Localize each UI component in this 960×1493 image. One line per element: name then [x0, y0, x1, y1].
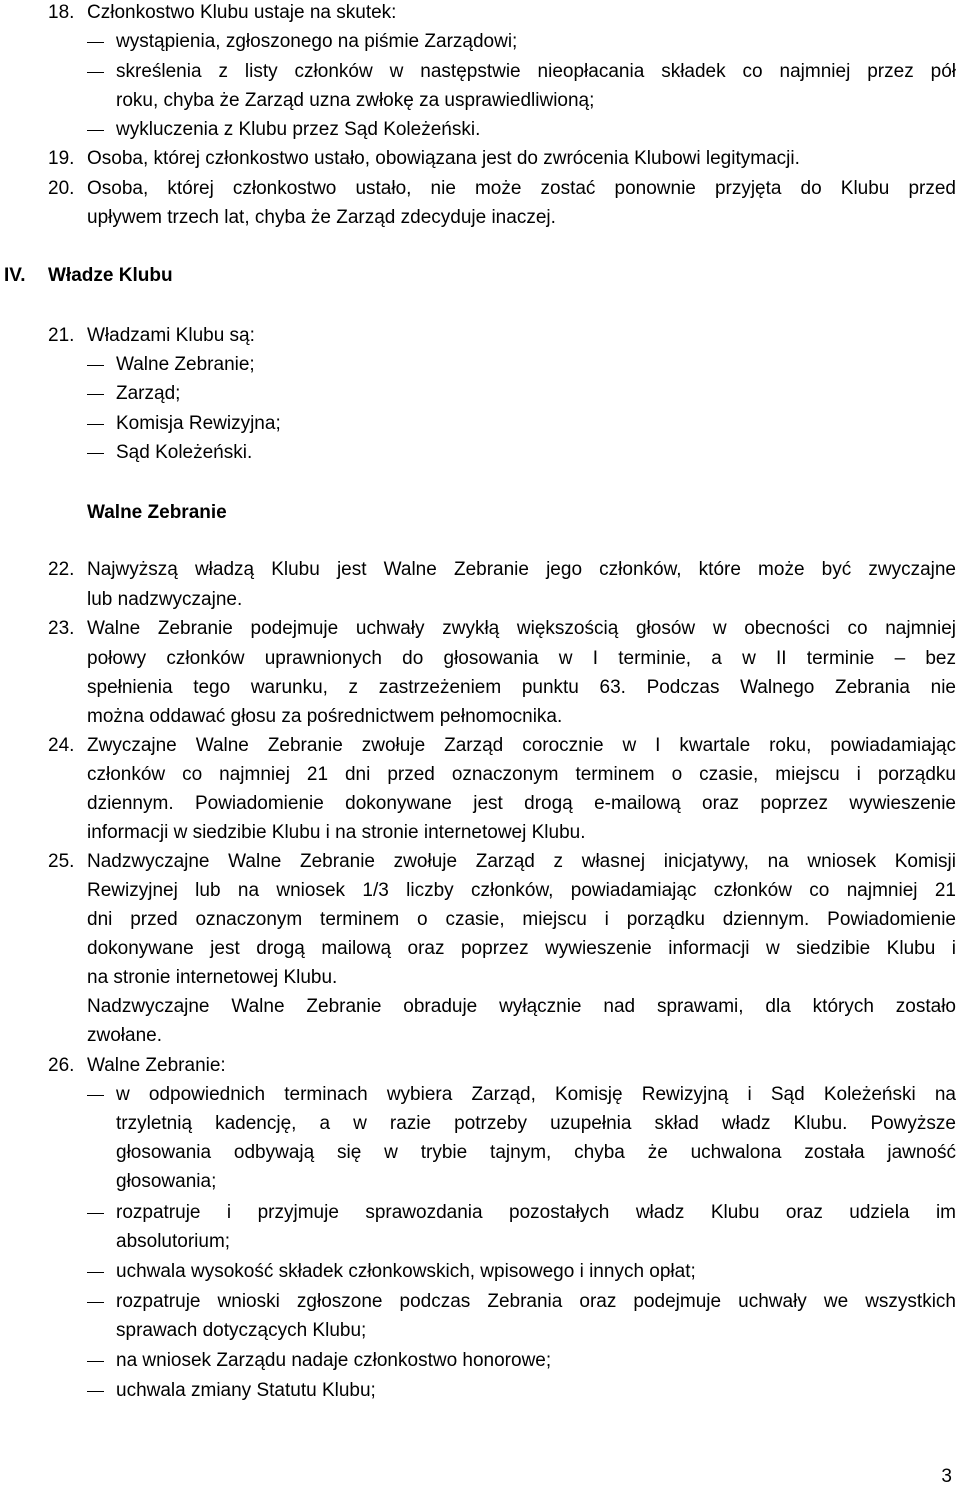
item-text: Walne Zebranie:: [87, 1055, 226, 1076]
item-number: 24.: [48, 735, 75, 756]
bullet-text: Zarząd;: [116, 383, 181, 404]
bullet-text: roku, chyba że Zarząd uzna zwłokę za usprawiedliwioną;: [116, 90, 595, 111]
item-text: Nadzwyczajne Walne Zebranie zwołuje Zarząd z własnej inicjatywy, na wniosek Komisji: [87, 851, 956, 872]
item-text: Osoba, której członkostwo ustało, nie może zostać ponownie przyjęta do Klubu przed: [87, 178, 956, 199]
bullet-text: Walne Zebranie;: [116, 354, 255, 375]
dash-bullet: [87, 1095, 104, 1096]
item-number: 21.: [48, 325, 75, 346]
dash-bullet: [87, 1272, 104, 1273]
bullet-text: Sąd Koleżeński.: [116, 442, 253, 463]
item-number: 26.: [48, 1055, 75, 1076]
item-number: 18.: [48, 2, 75, 23]
bullet-text: trzyletnią kadencję, a w razie potrzeby uzupełnia skład władz Klubu. Powyższe: [116, 1113, 956, 1134]
item-text: zwołane.: [87, 1025, 162, 1046]
dash-bullet: [87, 72, 104, 73]
bullet-text: wykluczenia z Klubu przez Sąd Koleżeński.: [116, 119, 481, 140]
section-number: IV.: [4, 265, 26, 286]
dash-bullet: [87, 453, 104, 454]
item-text: lub nadzwyczajne.: [87, 589, 243, 610]
item-text: dni przed oznaczonym terminem o czasie, miejscu i porządku dziennym. Powiadomienie: [87, 909, 956, 930]
bullet-text: skreślenia z listy członków w następstwie nieopłacania składek co najmniej przez pół: [116, 61, 956, 82]
item-text: połowy członków uprawnionych do głosowania w I terminie, a w II terminie – bez: [87, 648, 956, 669]
dash-bullet: [87, 365, 104, 366]
dash-bullet: [87, 1213, 104, 1214]
bullet-text: uchwala wysokość składek członkowskich, wpisowego i innych opłat;: [116, 1261, 696, 1282]
dash-bullet: [87, 1302, 104, 1303]
dash-bullet: [87, 394, 104, 395]
item-text: Zwyczajne Walne Zebranie zwołuje Zarząd corocznie w I kwartale roku, powiadamiając: [87, 735, 956, 756]
item-number: 20.: [48, 178, 75, 199]
bullet-text: Komisja Rewizyjna;: [116, 413, 281, 434]
item-text: spełnienia tego warunku, z zastrzeżeniem punktu 63. Podczas Walnego Zebrania nie: [87, 677, 956, 698]
dash-bullet: [87, 130, 104, 131]
bullet-text: rozpatruje wnioski zgłoszone podczas Zebrania oraz podejmuje uchwały we wszystkich: [116, 1291, 956, 1312]
bullet-text: wystąpienia, zgłoszonego na piśmie Zarządowi;: [116, 31, 518, 52]
dash-bullet: [87, 424, 104, 425]
item-text: na stronie internetowej Klubu.: [87, 967, 338, 988]
bullet-text: głosowania odbywają się w trybie tajnym, chyba że uchwalona została jawność: [116, 1142, 956, 1163]
item-text: członków co najmniej 21 dni przed oznaczonym terminem o czasie, miejscu i porządku: [87, 764, 956, 785]
bullet-text: rozpatruje i przyjmuje sprawozdania pozostałych władz Klubu oraz udziela im: [116, 1202, 956, 1223]
item-text: Najwyższą władzą Klubu jest Walne Zebranie jego członków, które może być zwyczajne: [87, 559, 956, 580]
dash-bullet: [87, 42, 104, 43]
page-number: 3: [941, 1466, 952, 1487]
dash-bullet: [87, 1391, 104, 1392]
item-text: Władzami Klubu są:: [87, 325, 255, 346]
item-text: Walne Zebranie podejmuje uchwały zwykłą większością głosów w obecności co najmniej: [87, 618, 956, 639]
item-text: Nadzwyczajne Walne Zebranie obraduje wyłącznie nad sprawami, dla których zostało: [87, 996, 956, 1017]
item-number: 25.: [48, 851, 75, 872]
bullet-text: głosowania;: [116, 1171, 217, 1192]
bullet-text: w odpowiednich terminach wybiera Zarząd, Komisję Rewizyjną i Sąd Koleżeński na: [116, 1084, 956, 1105]
item-text: dokonywane jest drogą mailową oraz poprzez wywieszenie informacji w siedzibie Klubu i: [87, 938, 956, 959]
item-number: 23.: [48, 618, 75, 639]
bullet-text: absolutorium;: [116, 1231, 231, 1252]
item-text: informacji w siedzibie Klubu i na stronie internetowej Klubu.: [87, 822, 586, 843]
subsection-title: Walne Zebranie: [87, 502, 227, 523]
dash-bullet: [87, 1361, 104, 1362]
bullet-text: sprawach dotyczących Klubu;: [116, 1320, 367, 1341]
item-text: Osoba, której członkostwo ustało, obowiązana jest do zwrócenia Klubowi legitymacji.: [87, 148, 800, 169]
item-text: można oddawać głosu za pośrednictwem pełnomocnika.: [87, 706, 563, 727]
item-number: 22.: [48, 559, 75, 580]
item-text: Rewizyjnej lub na wniosek 1/3 liczby członków, powiadamiając członków co najmniej 21: [87, 880, 956, 901]
bullet-text: uchwala zmiany Statutu Klubu;: [116, 1380, 376, 1401]
item-text: dziennym. Powiadomienie dokonywane jest drogą e-mailową oraz poprzez wywieszenie: [87, 793, 956, 814]
item-text: upływem trzech lat, chyba że Zarząd zdecyduje inaczej.: [87, 207, 556, 228]
bullet-text: na wniosek Zarządu nadaje członkostwo honorowe;: [116, 1350, 552, 1371]
item-text: Członkostwo Klubu ustaje na skutek:: [87, 2, 397, 23]
section-title: Władze Klubu: [48, 265, 173, 286]
item-number: 19.: [48, 148, 75, 169]
